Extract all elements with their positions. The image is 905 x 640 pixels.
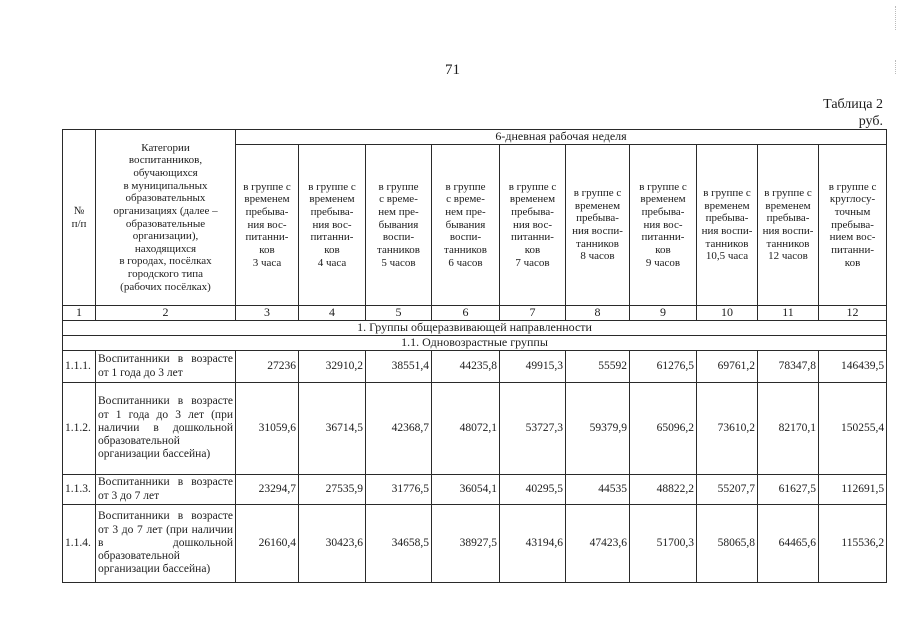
row-value: 150255,4 bbox=[819, 383, 887, 475]
column-number: 1 bbox=[63, 306, 96, 321]
column-number: 10 bbox=[697, 306, 758, 321]
row-value: 48822,2 bbox=[630, 475, 697, 505]
column-number: 5 bbox=[366, 306, 432, 321]
row-value: 146439,5 bbox=[819, 351, 887, 383]
header-col-8: в группе с временем пребыва- ния воспи- танников 8 часов bbox=[566, 145, 630, 306]
header-col-10: в группе с временем пребыва- ния воспи- танников 10,5 часа bbox=[697, 145, 758, 306]
row-value: 61276,5 bbox=[630, 351, 697, 383]
row-value: 59379,9 bbox=[566, 383, 630, 475]
table-row bbox=[63, 505, 887, 583]
section-heading: 1. Группы общеразвивающей направленности bbox=[63, 321, 887, 336]
row-value: 38551,4 bbox=[366, 351, 432, 383]
row-value: 31059,6 bbox=[236, 383, 299, 475]
page-number: 71 bbox=[445, 62, 460, 78]
row-value: 38927,5 bbox=[432, 505, 500, 583]
row-value: 61627,5 bbox=[758, 475, 819, 505]
row-value: 30423,6 bbox=[299, 505, 366, 583]
row-category: Воспитанники в возрасте от 1 года до 3 лет bbox=[96, 351, 236, 383]
row-value: 55592 bbox=[566, 351, 630, 383]
column-number: 3 bbox=[236, 306, 299, 321]
currency-label: руб. bbox=[858, 114, 883, 129]
scan-artifact-mark bbox=[895, 6, 897, 30]
row-value: 78347,8 bbox=[758, 351, 819, 383]
column-number: 9 bbox=[630, 306, 697, 321]
header-col-12: в группе с круглосу- точным пребыва- нием вос- питанни- ков bbox=[819, 145, 887, 306]
row-number: 1.1.1. bbox=[63, 351, 96, 383]
column-number: 12 bbox=[819, 306, 887, 321]
header-category: Категории воспитанников, обучающихся в муниципальных образовательных организациях (далее – образовательные организации), находящихся в городах, посёлках городского типа (рабочих посёлках) bbox=[96, 130, 236, 306]
header-col-5: в группе с време- нем пре- бывания воспи- танников 5 часов bbox=[366, 145, 432, 306]
column-number: 6 bbox=[432, 306, 500, 321]
row-value: 42368,7 bbox=[366, 383, 432, 475]
column-number: 7 bbox=[500, 306, 566, 321]
row-value: 36714,5 bbox=[299, 383, 366, 475]
row-value: 47423,6 bbox=[566, 505, 630, 583]
column-number: 8 bbox=[566, 306, 630, 321]
header-col-3: в группе с временем пребыва- ния вос- питанни- ков 3 часа bbox=[236, 145, 299, 306]
header-col-6: в группе с време- нем пре- бывания воспи- танников 6 часов bbox=[432, 145, 500, 306]
row-value: 44535 bbox=[566, 475, 630, 505]
row-value: 53727,3 bbox=[500, 383, 566, 475]
row-value: 34658,5 bbox=[366, 505, 432, 583]
row-category: Воспитанники в возрасте от 3 до 7 лет bbox=[96, 475, 236, 505]
row-value: 82170,1 bbox=[758, 383, 819, 475]
row-value: 115536,2 bbox=[819, 505, 887, 583]
row-number: 1.1.2. bbox=[63, 383, 96, 475]
row-value: 26160,4 bbox=[236, 505, 299, 583]
row-value: 48072,1 bbox=[432, 383, 500, 475]
row-value: 31776,5 bbox=[366, 475, 432, 505]
row-value: 55207,7 bbox=[697, 475, 758, 505]
table-label: Таблица 2 bbox=[823, 97, 883, 112]
header-col-4: в группе с временем пребыва- ния вос- питанни- ков 4 часа bbox=[299, 145, 366, 306]
row-value: 51700,3 bbox=[630, 505, 697, 583]
row-value: 43194,6 bbox=[500, 505, 566, 583]
row-value: 64465,6 bbox=[758, 505, 819, 583]
row-value: 23294,7 bbox=[236, 475, 299, 505]
row-value: 32910,2 bbox=[299, 351, 366, 383]
row-value: 73610,2 bbox=[697, 383, 758, 475]
table-row bbox=[63, 383, 887, 475]
column-number: 2 bbox=[96, 306, 236, 321]
table-row bbox=[63, 475, 887, 505]
header-col-9: в группе с временем пребыва- ния вос- питанни- ков 9 часов bbox=[630, 145, 697, 306]
header-week: 6-дневная рабочая неделя bbox=[236, 130, 887, 145]
subsection-heading: 1.1. Одновозрастные группы bbox=[63, 336, 887, 351]
header-col-11: в группе с временем пребыва- ния воспи- танников 12 часов bbox=[758, 145, 819, 306]
row-value: 65096,2 bbox=[630, 383, 697, 475]
row-category: Воспитанники в возрасте от 3 до 7 лет (при наличии в дошкольной образовательной организации бассейна) bbox=[96, 505, 236, 583]
table-row bbox=[63, 351, 887, 383]
row-number: 1.1.4. bbox=[63, 505, 96, 583]
column-number: 11 bbox=[758, 306, 819, 321]
row-value: 40295,5 bbox=[500, 475, 566, 505]
row-value: 112691,5 bbox=[819, 475, 887, 505]
row-value: 58065,8 bbox=[697, 505, 758, 583]
row-value: 27535,9 bbox=[299, 475, 366, 505]
tariff-table bbox=[62, 129, 887, 583]
row-category: Воспитанники в возрасте от 1 года до 3 лет (при наличии в дошкольной образовательной организации бассейна) bbox=[96, 383, 236, 475]
header-col-7: в группе с временем пребыва- ния вос- питанни- ков 7 часов bbox=[500, 145, 566, 306]
row-value: 44235,8 bbox=[432, 351, 500, 383]
row-number: 1.1.3. bbox=[63, 475, 96, 505]
row-value: 27236 bbox=[236, 351, 299, 383]
row-value: 49915,3 bbox=[500, 351, 566, 383]
row-value: 36054,1 bbox=[432, 475, 500, 505]
row-value: 69761,2 bbox=[697, 351, 758, 383]
column-number: 4 bbox=[299, 306, 366, 321]
header-nn: № п/п bbox=[63, 130, 96, 306]
